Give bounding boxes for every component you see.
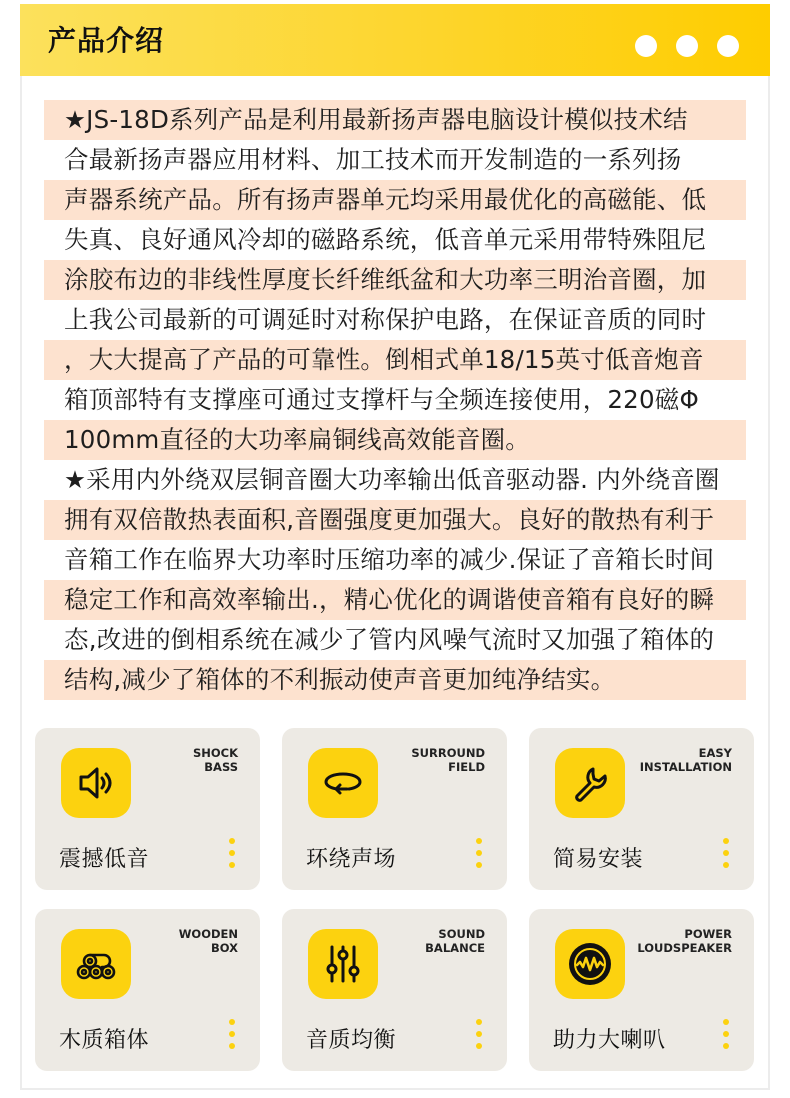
feature-card-wooden-box: [35, 909, 260, 1071]
feature-card-power-loudspeaker: [529, 909, 754, 1071]
more-dots-icon: [475, 1019, 483, 1053]
feature-cn-label: 震撼低音: [59, 847, 150, 872]
intro-line: ★采用内外绕双层铜音圈大功率输出低音驱动器. 内外绕音圈: [64, 465, 720, 494]
more-dots-icon: [228, 838, 236, 872]
feature-card-sound-balance: [282, 909, 507, 1071]
feature-en-label: POWER LOUDSPEAKER: [637, 927, 732, 955]
header-dot: [717, 35, 739, 57]
feature-cn-label: 环绕声场: [306, 847, 397, 872]
intro-line: 失真、良好通风冷却的磁路系统，低音单元采用带特殊阻尼: [64, 225, 707, 254]
feature-card-surround-field: [282, 728, 507, 890]
feature-cn-label: 木质箱体: [59, 1028, 150, 1053]
feature-en-label: WOODEN BOX: [178, 927, 238, 955]
intro-line: 拥有双倍散热表面积,音圈强度更加强大。良好的散热有利于: [44, 500, 746, 540]
more-dots-icon: [722, 1019, 730, 1053]
feature-cn-label: 音质均衡: [306, 1028, 397, 1053]
intro-line: 音箱工作在临界大功率时压缩功率的减少.保证了音箱长时间: [64, 545, 715, 574]
intro-line: 合最新扬声器应用材料、加工技术而开发制造的一系列扬: [64, 145, 682, 174]
header-dot: [635, 35, 657, 57]
header-dot: [676, 35, 698, 57]
feature-en-label: SOUND BALANCE: [425, 927, 485, 955]
feature-card-shock-bass: [35, 728, 260, 890]
feature-card-easy-installation: [529, 728, 754, 890]
more-dots-icon: [475, 838, 483, 872]
intro-line: 态,改进的倒相系统在减少了管内风噪气流时又加强了箱体的: [64, 625, 715, 654]
intro-line: ，大大提高了产品的可靠性。倒相式单18/15英寸低音炮音: [44, 340, 746, 380]
feature-en-label: SHOCK BASS: [192, 746, 238, 774]
intro-line: ★JS-18D系列产品是利用最新扬声器电脑设计模似技术结: [44, 100, 746, 140]
intro-line: 声器系统产品。所有扬声器单元均采用最优化的高磁能、低: [44, 180, 746, 220]
product-intro-text: [44, 100, 746, 700]
intro-line: 涂胶布边的非线性厚度长纤维纸盆和大功率三明治音圈，加: [44, 260, 746, 300]
more-dots-icon: [228, 1019, 236, 1053]
intro-line: 上我公司最新的可调延时对称保护电路，在保证音质的同时: [64, 305, 707, 334]
intro-line: 100mm直径的大功率扁铜线高效能音圈。: [44, 420, 746, 460]
feature-en-label: EASY INSTALLATION: [639, 746, 732, 774]
intro-line: 结构,减少了箱体的不利振动使声音更加纯净结实。: [44, 660, 746, 700]
feature-cn-label: 助力大喇叭: [553, 1028, 666, 1053]
more-dots-icon: [722, 838, 730, 872]
intro-line: 箱顶部特有支撑座可通过支撑杆与全频连接使用，220磁Φ: [64, 385, 699, 414]
section-title: 产品介绍: [48, 24, 165, 57]
feature-cn-label: 简易安装: [553, 847, 644, 872]
intro-line: 稳定工作和高效率输出.，精心优化的调谐使音箱有良好的瞬: [44, 580, 746, 620]
section-header: [20, 4, 770, 76]
feature-en-label: SURROUND FIELD: [411, 746, 485, 774]
